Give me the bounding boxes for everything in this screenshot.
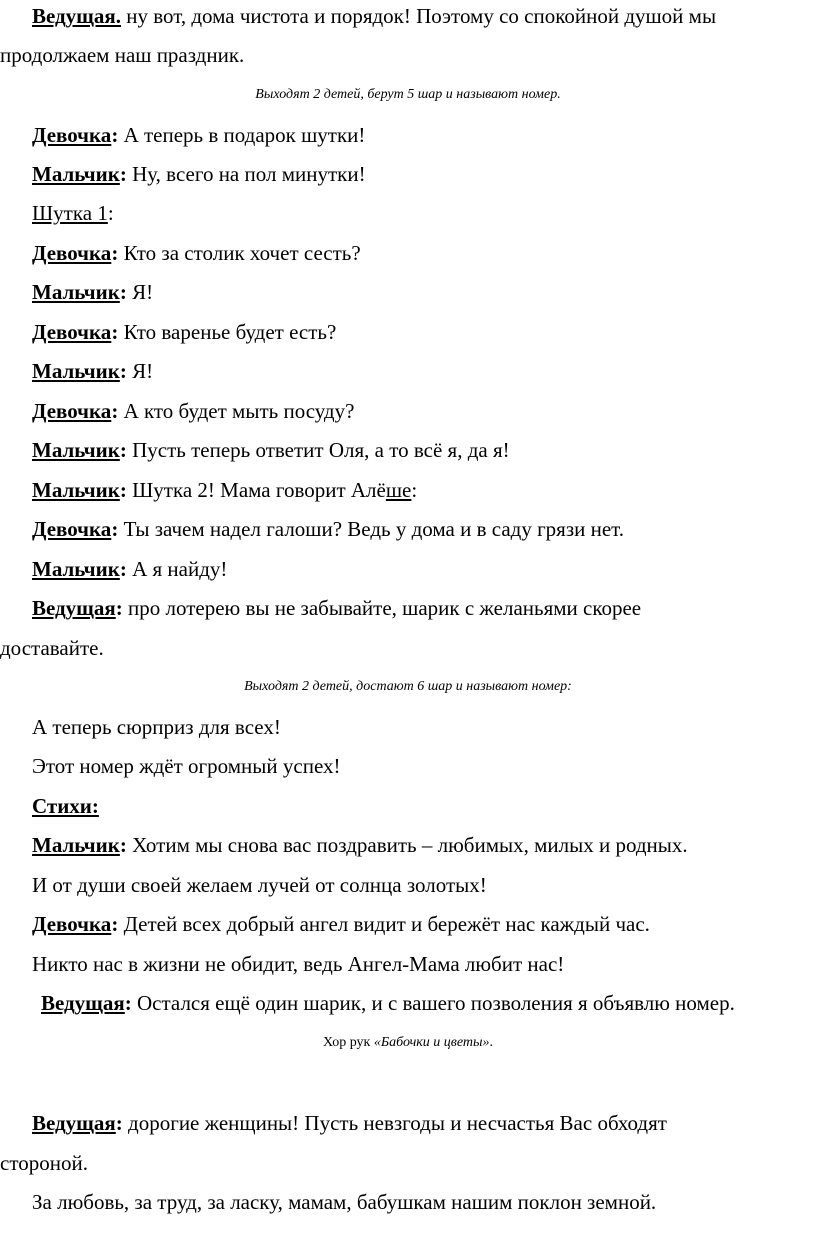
line-performance-title — [0, 1030, 816, 1056]
speaker-colon: : — [124, 991, 132, 1015]
line-text: Шутка 2! Мама говорит Алё — [126, 478, 386, 502]
speaker-colon: : — [111, 123, 119, 147]
line-text: : — [107, 201, 114, 225]
line-text: Кто варенье будет есть? — [118, 320, 337, 344]
line-text: стороной. — [0, 1151, 88, 1175]
line-text: Хор рук — [322, 1035, 374, 1050]
line-dialogue — [32, 358, 153, 384]
line-text: Остался ещё один шарик, и с вашего позволения я объявлю номер. — [131, 991, 735, 1015]
speaker-label: Ведущая — [32, 1111, 116, 1135]
line-verse — [32, 951, 564, 977]
line-dialogue — [32, 122, 365, 148]
stage-direction — [0, 674, 816, 700]
line-text: ну вот, дома чистота и порядок! Поэтому со спокойной душой мы — [121, 4, 717, 28]
speaker-colon: : — [119, 438, 127, 462]
speaker-label: Мальчик — [32, 162, 120, 186]
line-text: А теперь сюрприз для всех! — [32, 715, 281, 739]
line-text: Детей всех добрый ангел видит и бережёт нас каждый час. — [118, 912, 650, 936]
line-tail: . — [489, 1035, 494, 1050]
speaker-label: Мальчик — [32, 359, 120, 383]
stage-direction — [0, 82, 816, 108]
line-text: Никто нас в жизни не обидит, ведь Ангел-Мама любит нас! — [32, 952, 565, 976]
section-title: Стихи: — [32, 794, 99, 818]
speaker-label: Мальчик — [32, 438, 120, 462]
line-text: дорогие женщины! Пусть невзгоды и несчастья Вас обходят — [122, 1111, 667, 1135]
speaker-colon: : — [115, 596, 123, 620]
line-dialogue — [32, 319, 336, 345]
line-text: Выходят 2 детей, достают 6 шар и называют номер: — [244, 679, 572, 694]
speaker-label: Мальчик — [32, 833, 120, 857]
line-text: Кто за столик хочет сесть? — [118, 241, 361, 265]
speaker-colon: : — [111, 320, 119, 344]
speaker-label: Девочка — [32, 123, 112, 147]
line-text: Пусть теперь ответит Оля, а то всё я, да я! — [126, 438, 510, 462]
line-tail: : — [411, 478, 418, 502]
speaker-colon: : — [115, 1111, 123, 1135]
line-text: про лотерею вы не забывайте, шарик с желаньями скорее — [122, 596, 642, 620]
speaker-label: Девочка — [32, 912, 112, 936]
line-text: Выходят 2 детей, берут 5 шар и называют номер. — [255, 87, 561, 102]
line-text: И от души своей желаем лучей от солнца золотых! — [32, 873, 487, 897]
line-text: Я! — [126, 359, 154, 383]
line-dialogue — [32, 595, 641, 621]
line-verse — [32, 753, 341, 779]
line-text: Этот номер ждёт огромный успех! — [32, 754, 341, 778]
speaker-label: Девочка — [32, 399, 112, 423]
line-text: Я! — [126, 280, 154, 304]
line-text: продолжаем наш праздник. — [0, 43, 245, 67]
line-text: А я найду! — [126, 557, 228, 581]
joke-title: Шутка 1 — [32, 201, 108, 225]
line-dialogue — [32, 279, 153, 305]
speaker-label: Ведущая — [32, 596, 116, 620]
line-text: А теперь в подарок шутки! — [118, 123, 366, 147]
speaker-colon: : — [119, 162, 127, 186]
line-dialogue — [32, 437, 510, 463]
speaker-label: Мальчик — [32, 280, 120, 304]
line-verse — [32, 1189, 656, 1215]
line-dialogue — [32, 477, 417, 503]
line-text: Ты зачем надел галоши? Ведь у дома и в саду грязи нет. — [118, 517, 625, 541]
line-text: доставайте. — [0, 636, 104, 660]
speaker-label: Мальчик — [32, 478, 120, 502]
speaker-colon: : — [119, 833, 127, 857]
line-text: Ну, всего на пол минутки! — [126, 162, 366, 186]
line-dialogue — [32, 240, 361, 266]
line-host-intro — [32, 3, 716, 29]
performance-title: «Бабочки и цветы» — [373, 1035, 490, 1050]
speaker-colon: : — [119, 280, 127, 304]
speaker-colon: : — [111, 912, 119, 936]
line-dialogue — [32, 161, 366, 187]
section-heading — [32, 793, 99, 819]
line-dialogue — [41, 990, 735, 1016]
speaker-label: Девочка — [32, 320, 112, 344]
line-continuation — [0, 42, 244, 68]
speaker-colon: : — [111, 517, 119, 541]
speaker-label: Мальчик — [32, 557, 120, 581]
line-continuation — [0, 635, 104, 661]
speaker-label: Девочка — [32, 517, 112, 541]
speaker-label: Ведущая — [41, 991, 125, 1015]
line-verse — [32, 872, 487, 898]
line-text: А кто будет мыть посуду? — [118, 399, 355, 423]
line-dialogue — [32, 516, 624, 542]
line-dialogue — [32, 556, 227, 582]
speaker-colon: : — [119, 359, 127, 383]
speaker-colon: : — [119, 557, 127, 581]
speaker-colon: : — [111, 241, 119, 265]
line-text: Хотим мы снова вас поздравить – любимых, милых и родных. — [126, 833, 688, 857]
line-dialogue — [32, 1110, 667, 1136]
line-verse — [32, 714, 281, 740]
speaker-label: Ведущая. — [32, 4, 122, 28]
line-dialogue — [32, 832, 688, 858]
speaker-colon: : — [111, 399, 119, 423]
line-text: За любовь, за труд, за ласку, мамам, бабушкам нашим поклон земной. — [32, 1190, 657, 1214]
line-dialogue — [32, 398, 354, 424]
underlined-syllable: ше — [385, 478, 412, 502]
line-dialogue — [32, 911, 650, 937]
line-joke-title — [32, 200, 114, 226]
line-continuation — [0, 1150, 88, 1176]
speaker-label: Девочка — [32, 241, 112, 265]
speaker-colon: : — [119, 478, 127, 502]
